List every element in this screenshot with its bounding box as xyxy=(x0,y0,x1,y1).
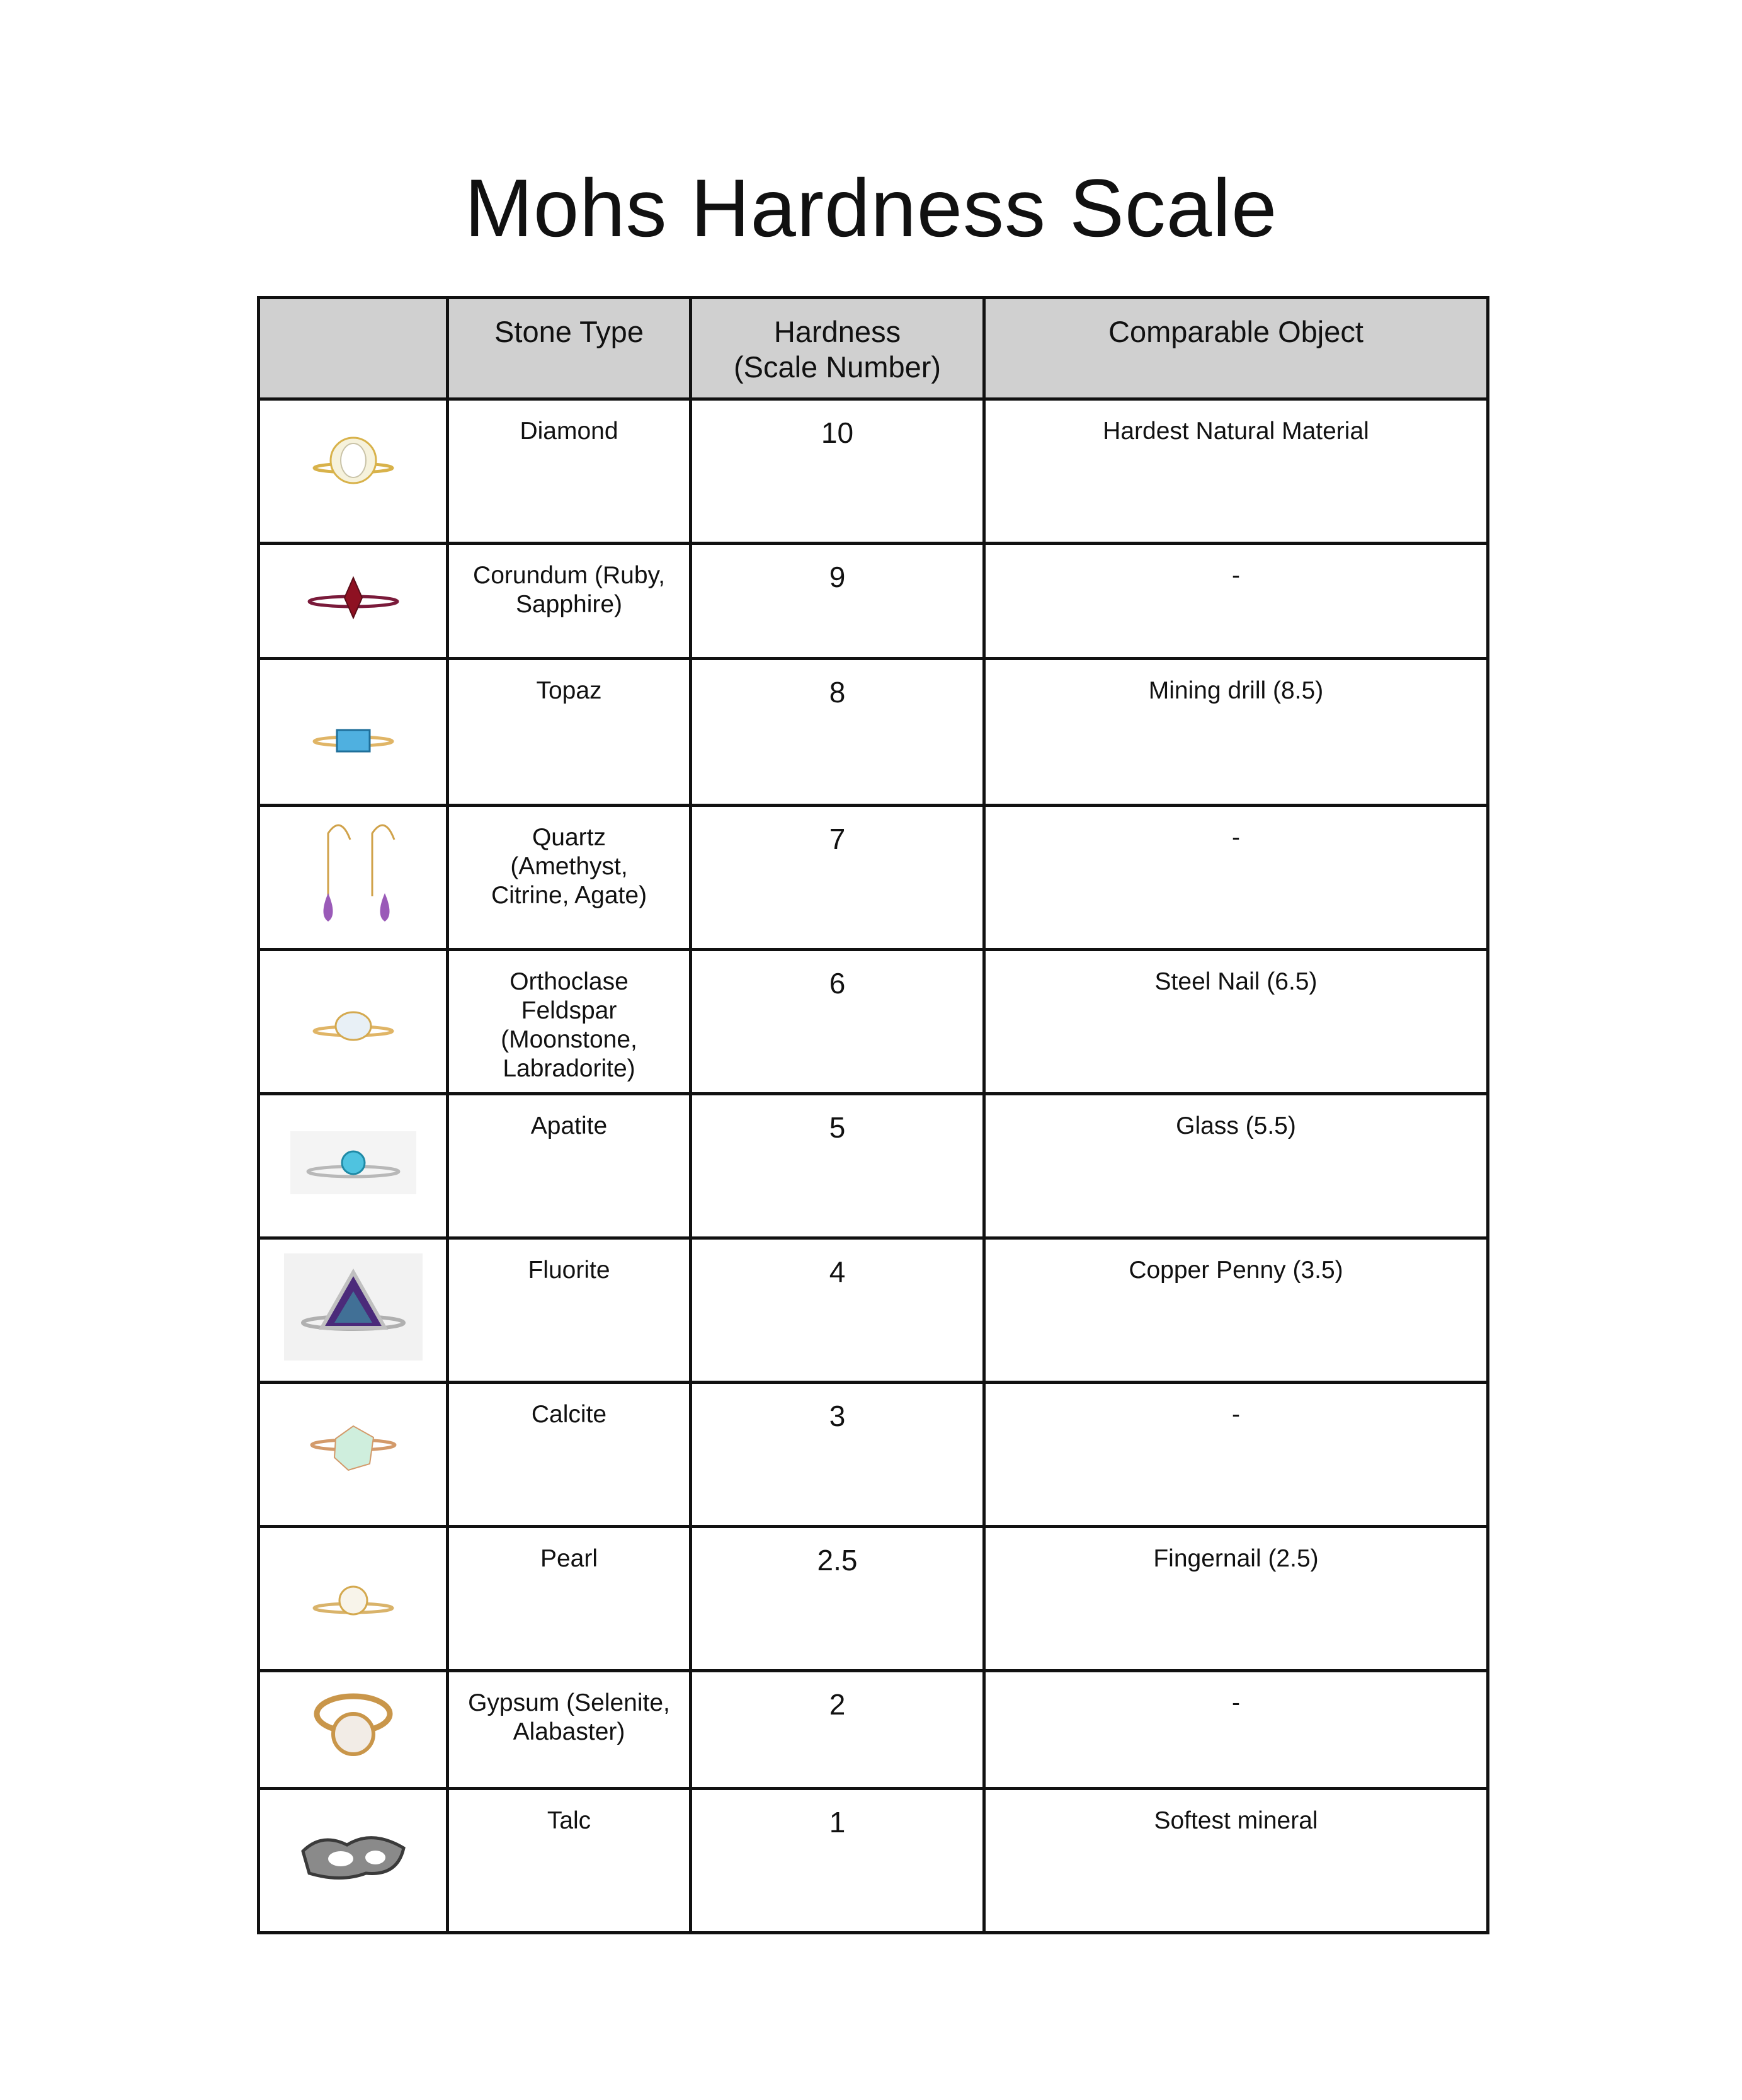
gypsum-ring-icon xyxy=(260,1682,446,1778)
hardness-cell: 5 xyxy=(691,1094,984,1238)
stone-type-cell xyxy=(448,1383,691,1527)
table-row xyxy=(259,950,1488,1094)
table-row xyxy=(259,806,1488,950)
header-hardness xyxy=(691,298,984,399)
diamond-ring-icon xyxy=(260,424,446,519)
comparable-object-cell: Copper Penny (3.5) xyxy=(984,1238,1488,1383)
stone-type-line: Talc xyxy=(547,1807,591,1834)
comparable-object-cell: Softest mineral xyxy=(984,1789,1488,1933)
hardness-cell: 7 xyxy=(691,806,984,950)
moonstone-ring-icon xyxy=(260,987,446,1057)
stone-type-line: Topaz xyxy=(536,677,602,704)
stone-type-cell xyxy=(448,1094,691,1238)
table-row xyxy=(259,659,1488,806)
stone-type-line: Citrine, Agate) xyxy=(491,882,647,909)
header-stone-type: Stone Type xyxy=(448,298,691,399)
table-row xyxy=(259,1789,1488,1933)
table-row xyxy=(259,1383,1488,1527)
hardness-cell: 10 xyxy=(691,399,984,544)
stone-image-cell xyxy=(259,1671,448,1789)
stone-type-cell xyxy=(448,1527,691,1671)
stone-image-cell xyxy=(259,806,448,950)
stone-type-line: Fluorite xyxy=(528,1257,610,1284)
table-row xyxy=(259,544,1488,659)
page-title: Mohs Hardness Scale xyxy=(464,162,1278,254)
comparable-object-cell: Glass (5.5) xyxy=(984,1094,1488,1238)
ruby-ring-icon xyxy=(260,566,446,636)
stone-image-cell xyxy=(259,950,448,1094)
table-row xyxy=(259,1094,1488,1238)
comparable-object-cell: Fingernail (2.5) xyxy=(984,1527,1488,1671)
stone-type-line: Apatite xyxy=(530,1112,608,1139)
amethyst-earrings-icon xyxy=(260,814,446,941)
stone-type-cell xyxy=(448,399,691,544)
stone-image-cell xyxy=(259,399,448,544)
stone-type-line: (Amethyst, xyxy=(510,853,628,880)
stone-type-cell xyxy=(448,950,691,1094)
stone-image-cell xyxy=(259,1094,448,1238)
stone-type-line: Corundum (Ruby, xyxy=(473,562,665,589)
hardness-cell: 2 xyxy=(691,1671,984,1789)
stone-type-cell xyxy=(448,1789,691,1933)
comparable-object-cell: - xyxy=(984,1383,1488,1527)
topaz-ring-icon xyxy=(260,697,446,767)
stone-image-cell xyxy=(259,1789,448,1933)
table-row xyxy=(259,1238,1488,1383)
hardness-cell: 9 xyxy=(691,544,984,659)
table-row xyxy=(259,1671,1488,1789)
hardness-cell: 1 xyxy=(691,1789,984,1933)
stone-type-line: Gypsum (Selenite, xyxy=(468,1689,670,1716)
comparable-object-cell: - xyxy=(984,1671,1488,1789)
stone-type-cell xyxy=(448,1238,691,1383)
header-hardness-line2: (Scale Number) xyxy=(733,350,942,384)
stone-type-line: Sapphire) xyxy=(515,591,623,618)
hardness-cell: 2.5 xyxy=(691,1527,984,1671)
stone-image-cell xyxy=(259,1383,448,1527)
stone-image-cell xyxy=(259,1527,448,1671)
hardness-cell: 8 xyxy=(691,659,984,806)
header-image xyxy=(259,298,448,399)
stone-type-line: Orthoclase xyxy=(510,968,629,995)
stone-type-line: Pearl xyxy=(540,1545,598,1572)
hardness-cell: 3 xyxy=(691,1383,984,1527)
stone-type-cell xyxy=(448,544,691,659)
hardness-table xyxy=(257,296,1489,1934)
stone-type-cell xyxy=(448,806,691,950)
stone-type-cell xyxy=(448,1671,691,1789)
calcite-ring-icon xyxy=(260,1407,446,1502)
stone-type-line: Calcite xyxy=(531,1401,607,1428)
comparable-object-cell: - xyxy=(984,806,1488,950)
comparable-object-cell: Steel Nail (6.5) xyxy=(984,950,1488,1094)
stone-type-line: Quartz xyxy=(532,824,606,851)
hardness-cell: 6 xyxy=(691,950,984,1094)
hardness-cell: 4 xyxy=(691,1238,984,1383)
table-row xyxy=(259,1527,1488,1671)
stone-image-cell xyxy=(259,544,448,659)
stone-type-line: Feldspar xyxy=(521,997,617,1024)
apatite-ring-icon xyxy=(260,1131,446,1201)
header-row xyxy=(259,298,1488,399)
stone-image-cell xyxy=(259,659,448,806)
comparable-object-cell: - xyxy=(984,544,1488,659)
stone-type-line: Labradorite) xyxy=(503,1055,635,1082)
stone-type-line: Diamond xyxy=(520,418,618,445)
comparable-object-cell: Hardest Natural Material xyxy=(984,399,1488,544)
table-row xyxy=(259,399,1488,544)
talc-ring-icon xyxy=(260,1813,446,1909)
stone-image-cell xyxy=(259,1238,448,1383)
stone-type-cell xyxy=(448,659,691,806)
pearl-ring-icon xyxy=(260,1564,446,1634)
comparable-object-cell: Mining drill (8.5) xyxy=(984,659,1488,806)
stone-type-line: (Moonstone, xyxy=(501,1026,637,1053)
stone-type-line: Alabaster) xyxy=(513,1718,625,1745)
header-comparable-object: Comparable Object xyxy=(984,298,1488,399)
fluorite-ring-icon xyxy=(260,1253,446,1367)
header-hardness-line1: Hardness xyxy=(773,315,901,348)
